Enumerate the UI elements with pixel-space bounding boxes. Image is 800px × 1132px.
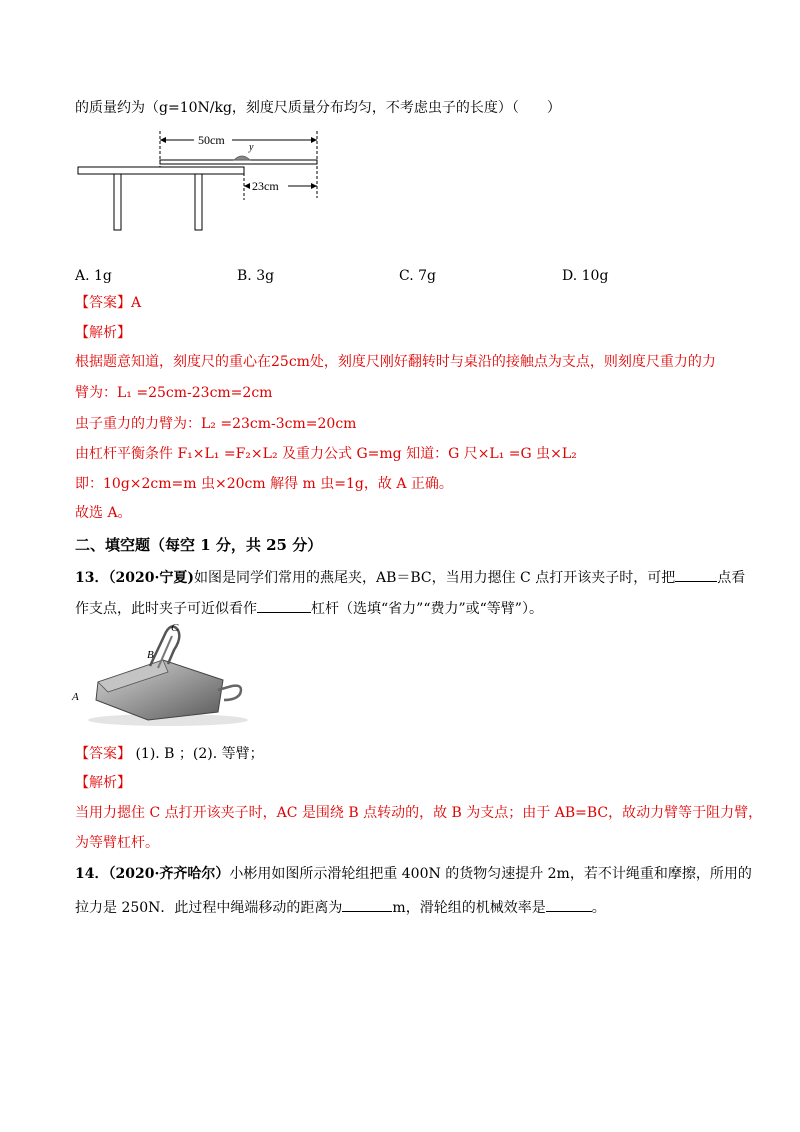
label-y: y [249, 142, 254, 153]
q14-text-a: 小彬用如图所示滑轮组把重 400N 的货物匀速提升 2m，若不计绳重和摩擦，所用的 [229, 866, 752, 882]
section-heading: 二、填空题（每空 1 分，共 25 分） [75, 536, 323, 554]
label-c: C [171, 622, 179, 634]
label-50cm: 50cm [198, 133, 225, 147]
q13-analysis-title: 【解析】 [75, 775, 131, 791]
q13-blank-1[interactable] [675, 567, 717, 582]
q14-source: （2020·齐齐哈尔） [108, 866, 230, 882]
q12-analysis-line: 臂为：L₁ =25cm-23cm=2cm [75, 385, 273, 401]
q13-text-a: 如图是同学们常用的燕尾夹，AB＝BC，当用力摁住 C 点打开该夹子时，可把 [193, 570, 676, 586]
q13-line2 [75, 598, 543, 619]
label-23cm: 23cm [252, 179, 279, 193]
q14-blank-2[interactable] [546, 897, 592, 912]
label-b: B [147, 649, 154, 661]
q13-blank-2[interactable] [257, 598, 311, 613]
q12-analysis-line: 虫子重力的力臂为：L₂ =23cm-3cm=20cm [75, 416, 357, 432]
option-c: C. 7g [399, 268, 436, 284]
q12-stem-tail: 的质量约为（g=10N/kg，刻度尺质量分布均匀，不考虑虫子的长度）（ ） [75, 100, 561, 116]
q13-answer-label: 【答案】 [75, 746, 131, 762]
q12-analysis-line: 故选 A。 [75, 505, 132, 521]
q12-analysis-line: 即：10g×2cm=m 虫×20cm 解得 m 虫=1g，故 A 正确。 [75, 476, 453, 492]
q13-answer [75, 744, 264, 764]
binder-clip-figure [68, 620, 258, 730]
option-b: B. 3g [237, 268, 275, 284]
q14-text-c: m，滑轮组的机械效率是 [392, 900, 546, 916]
q13-text-d: 杠杆（选填“省力”“费力”或“等臂”）。 [311, 601, 543, 617]
q13-source: （2020·宁夏) [108, 570, 194, 586]
option-a: A. 1g [75, 268, 112, 284]
q12-analysis-line: 根据题意知道，刻度尺的重心在25cm处，刻度尺刚好翻转时与桌沿的接触点为支点，则刻度尺重力的力 [75, 354, 716, 370]
q14-number: 14． [75, 866, 109, 882]
ruler-table-figure [74, 128, 334, 238]
q12-answer: 【答案】A [75, 295, 142, 311]
q13-analysis-line: 当用力摁住 C 点打开该夹子时，AC 是围绕 B 点转动的，故 B 为支点；由于 AB=BC，故动力臂等于阻力臂， [75, 805, 763, 821]
q13-number: 13． [75, 570, 109, 586]
q14-text-b: 拉力是 250N．此过程中绳端移动的距离为 [75, 900, 343, 916]
q12-analysis-title: 【解析】 [75, 325, 131, 341]
q13-text-c: 作支点，此时夹子可近似看作 [75, 601, 257, 617]
q12-analysis-line: 由杠杆平衡条件 F₁×L₁ =F₂×L₂ 及重力公式 G=mg 知道：G 尺×L₁ =G 虫×L₂ [75, 446, 577, 462]
q14-text-d: 。 [591, 900, 606, 916]
q13-line1 [75, 567, 745, 588]
q14-line2 [75, 897, 606, 918]
q13-analysis-line: 为等臂杠杆。 [75, 835, 159, 851]
q13-answer-text: (1). B ；(2). 等臂； [135, 746, 264, 762]
q14-blank-1[interactable] [342, 897, 392, 912]
option-d: D. 10g [562, 268, 609, 284]
q14-line1 [75, 864, 752, 884]
q13-text-b: 点看 [717, 570, 746, 586]
label-a: A [72, 691, 79, 703]
